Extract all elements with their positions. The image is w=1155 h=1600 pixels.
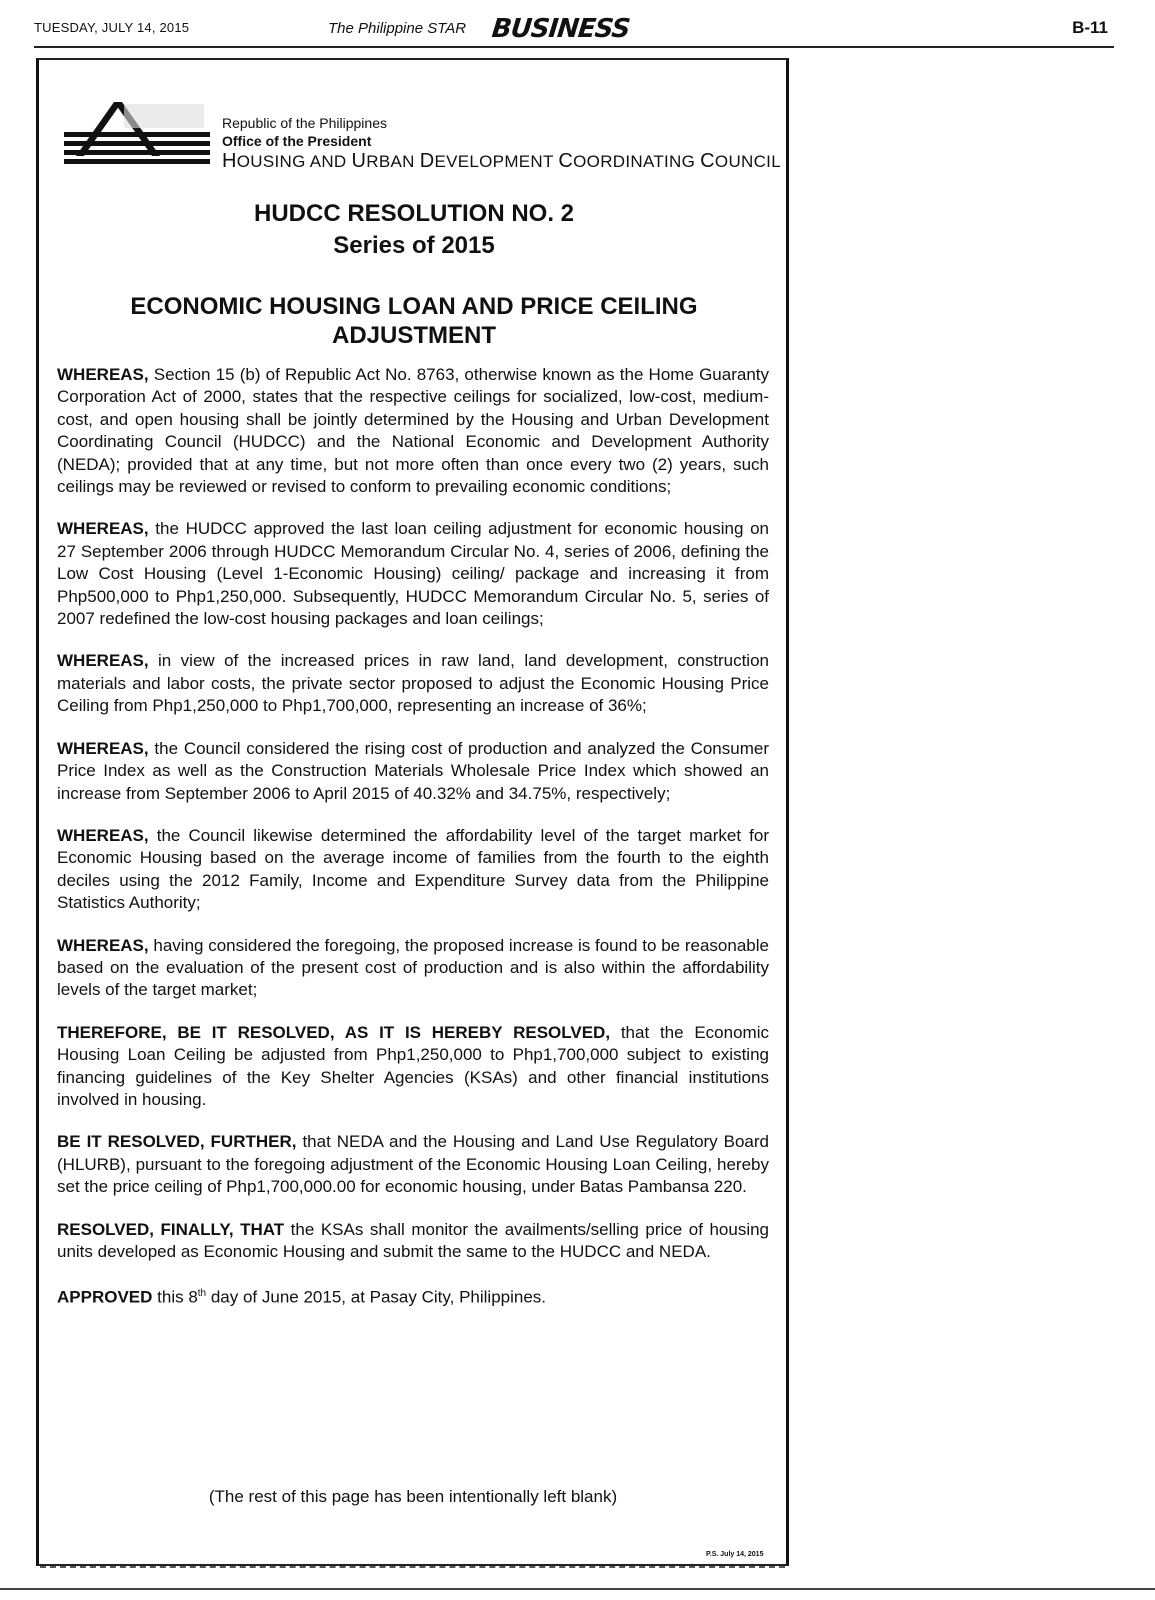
page-bottom-rule [0, 1588, 1155, 1590]
clause-lead: WHEREAS, [57, 651, 149, 671]
clause-text: the Council considered the rising cost of production and analyzed the Consumer Price Index as well as the Construction Materials Wholesale Price Index which showed an increase from September 2006 to April 2015 of 40.32% and 34.75%, respectively; [57, 738, 769, 803]
clause-paragraph [57, 738, 769, 805]
masthead [34, 14, 1114, 44]
masthead-rule [34, 46, 1114, 48]
clause-lead: WHEREAS, [57, 935, 149, 955]
resolution-title: HUDCC RESOLUTION NO. 2 [253, 200, 574, 227]
newspaper-name: The Philippine STAR [328, 20, 467, 37]
council-line: HOUSING AND URBAN DEVELOPMENT COORDINATING COUNCIL [222, 150, 781, 172]
clause-lead: WHEREAS, [57, 738, 149, 758]
approval-lead: APPROVED [57, 1288, 153, 1308]
clause-paragraph [57, 1219, 769, 1264]
clause-lead: WHEREAS, [57, 825, 149, 845]
clause-paragraph [57, 935, 769, 1002]
clause-lead: RESOLVED, FINALLY, THAT [57, 1219, 285, 1239]
clause-text: Section 15 (b) of Republic Act No. 8763, otherwise known as the Home Guaranty Corporation Act of 2000, states that the respective ceilings for socialized, low-cost, medium-cost, and open housing shall be jointly determined by the Housing and Urban Development Coordinating Council (HUDCC) and the National Economic and Development Authority (NEDA); provided that at any time, but not more often than once every two (2) years, such ceilings may be reviewed or revised to conform to prevailing economic conditions; [57, 365, 769, 497]
clause-text: the HUDCC approved the last loan ceiling adjustment for economic housing on 27 September 2006 through HUDCC Memorandum Circular No. 4, series of 2006, defining the Low Cost Housing (Level 1-Economic Housing) ceiling/ package and increasing it from Php500,000 to Php1,250,000. Subsequently, HUDCC Memorandum Circular No. 5, series of 2007 redefined the low-cost housing packages and loan ceilings; [57, 519, 769, 629]
resolution-series: Series of 2015 [333, 232, 495, 259]
clause-paragraph [57, 1022, 769, 1112]
clause-lead: WHEREAS, [57, 365, 149, 384]
clause-text: the Council likewise determined the affordability level of the target market for Economic Housing based on the average income of families from the fourth to the eighth deciles using the 2012 Family, Income and Expenditure Survey data from the Philippine Statistics Authority; [57, 825, 769, 913]
approval-post: day of June 2015, at Pasay City, Philippines. [206, 1288, 547, 1308]
clause-text: in view of the increased prices in raw land, land development, construction materials and labor costs, the private sector proposed to adjust the Economic Housing Price Ceiling from Php1,250,000 to Php1,700,000, representing an increase of 36%; [57, 651, 769, 716]
section-title: BUSINESS [490, 14, 631, 44]
frame-bottom-edge [40, 1566, 785, 1568]
clause-text: the KSAs shall monitor the availments/selling price of housing units developed as Economic Housing and submit the same to the HUDCC and NEDA. [57, 1219, 769, 1261]
resolution-body [57, 364, 769, 1329]
clause-text: that NEDA and the Housing and Land Use Regulatory Board (HLURB), pursuant to the foregoing adjustment of the Economic Housing Loan Ceiling, hereby set the price ceiling of Php1,700,000.00 for economic housing, under Batas Pambansa 220. [57, 1132, 769, 1197]
approval-sup: th [197, 1288, 207, 1300]
republic-line: Republic of the Philippines [222, 115, 387, 131]
clause-paragraph [57, 1131, 769, 1198]
blank-page-note: (The rest of this page has been intentionally left blank) [208, 1487, 618, 1506]
hudcc-logo-icon [64, 98, 210, 170]
approval-line [57, 1283, 769, 1309]
clause-text: that the Economic Housing Loan Ceiling be adjusted from Php1,250,000 to Php1,700,000 subject to existing financing guidelines of the Key Shelter Agencies (KSAs) and other financial institutions involved in housing. [57, 1022, 769, 1109]
approval-pre: this 8 [152, 1288, 198, 1308]
clause-paragraph [57, 364, 769, 498]
clause-paragraph [57, 518, 769, 630]
clause-paragraph [57, 825, 769, 915]
clause-lead: BE IT RESOLVED, FURTHER, [57, 1132, 297, 1152]
issuing-office [222, 114, 781, 173]
resolution-subject: ECONOMIC HOUSING LOAN AND PRICE CEILING ADJUSTMENT [130, 293, 698, 349]
clause-paragraph [57, 650, 769, 717]
clause-text: having considered the foregoing, the proposed increase is found to be reasonable based on the evaluation of the present cost of production and is also within the affordability levels of the target market; [57, 935, 769, 1000]
print-stamp: P.S. July 14, 2015 [706, 1551, 764, 1558]
page-number: B-11 [1072, 18, 1108, 37]
office-line: Office of the President [222, 133, 372, 149]
clause-lead: WHEREAS, [57, 519, 149, 539]
issue-date: TUESDAY, JULY 14, 2015 [34, 20, 190, 35]
clause-lead: THEREFORE, BE IT RESOLVED, AS IT IS HEREBY RESOLVED, [57, 1022, 611, 1042]
